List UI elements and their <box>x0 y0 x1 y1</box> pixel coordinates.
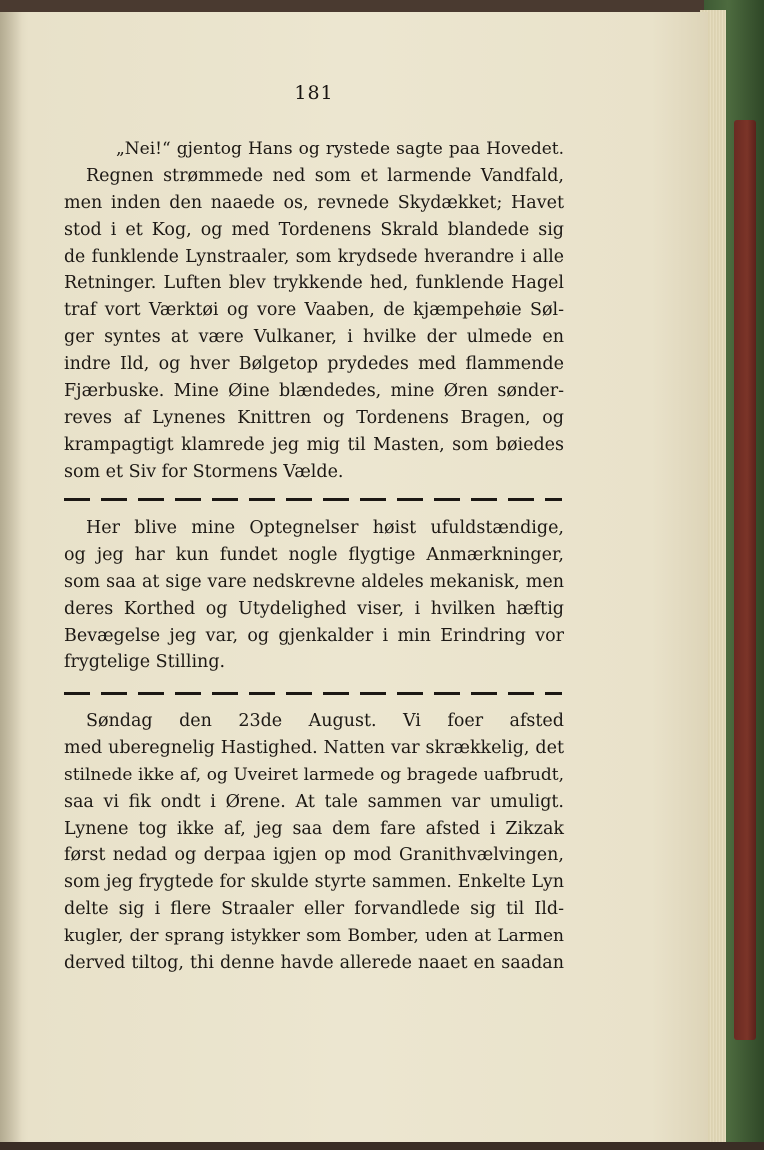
dashed-section-rule <box>64 692 562 695</box>
paragraph-2 <box>64 515 564 676</box>
text-line: kugler, der sprang istykker som Bomber, uden at Larmen <box>64 926 564 947</box>
text-line: indre Ild, og hver Bølgetop prydedes med flammende <box>64 354 564 375</box>
text-line: Fjærbuske. Mine Øine blændedes, mine Øren sønder- <box>64 381 564 402</box>
text-line: de funklende Lynstraaler, som krydsede hverandre i alle <box>64 246 564 267</box>
text-line: med uberegnelig Hastighed. Natten var skrækkelig, det <box>64 737 564 758</box>
text-line: som et Siv for Stormens Vælde. <box>64 461 344 482</box>
book-cover-red-spine <box>734 120 756 1040</box>
text-line: først nedad og derpaa igjen op mod Granithvælvingen, <box>64 845 564 866</box>
text-line: derved tiltog, thi denne havde allerede naaet en saadan <box>64 953 564 974</box>
book-cover-top-edge <box>0 0 764 12</box>
text-line: Lynene tog ikke af, jeg saa dem fare afsted i Zikzak <box>64 818 564 839</box>
text-line: som jeg frygtede for skulde styrte sammen. Enkelte Lyn <box>64 872 564 893</box>
text-line: Her blive mine Optegnelser høist ufuldstændige, <box>86 518 564 538</box>
text-line: Søndag den 23de August. Vi foer afsted <box>86 711 564 731</box>
text-line: stilnede ikke af, og Uveiret larmede og bragede uafbrudt, <box>64 764 564 785</box>
text-line: stod i et Kog, og med Tordenens Skrald blandede sig <box>64 219 564 240</box>
text-line: men inden den naaede os, revnede Skydækket; Havet <box>64 192 564 213</box>
page-gutter-shadow <box>0 12 22 1148</box>
text-line: ger syntes at være Vulkaner, i hvilke der ulmede en <box>64 327 564 348</box>
text-line: frygtelige Stilling. <box>64 652 226 673</box>
paragraph-1 <box>64 136 564 486</box>
text-line: reves af Lynenes Knittren og Tordenens Bragen, og <box>64 407 564 428</box>
text-line: Retninger. Luften blev trykkende hed, funklende Hagel <box>64 273 564 294</box>
text-line: som saa at sige vare nedskrevne aldeles mekanisk, men <box>64 571 564 592</box>
text-line: delte sig i flere Straaler eller forvandlede sig til Ild- <box>64 899 564 920</box>
text-line: saa vi fik ondt i Ørene. At tale sammen var umuligt. <box>64 791 564 812</box>
text-line: Regnen strømmede ned som et larmende Vandfald, <box>86 165 564 186</box>
text-line: og jeg har kun fundet nogle flygtige Anmærkninger, <box>64 544 564 565</box>
text-line: „Nei!“ gjentog Hans og rystede sagte paa Hovedet. <box>116 139 564 159</box>
text-line: krampagtigt klamrede jeg mig til Masten, som bøiedes <box>64 434 564 455</box>
book-cover-bottom-edge <box>0 1142 764 1150</box>
dashed-section-rule <box>64 498 562 501</box>
text-line: deres Korthed og Utydelighed viser, i hvilken hæftig <box>64 598 564 619</box>
text-line: Bevægelse jeg var, og gjenkalder i min Erindring vor <box>64 625 564 646</box>
paragraph-3 <box>64 708 564 977</box>
text-line: traf vort Værktøi og vore Vaaben, de kjæmpehøie Søl- <box>64 300 564 321</box>
page-number: 181 <box>294 82 334 104</box>
